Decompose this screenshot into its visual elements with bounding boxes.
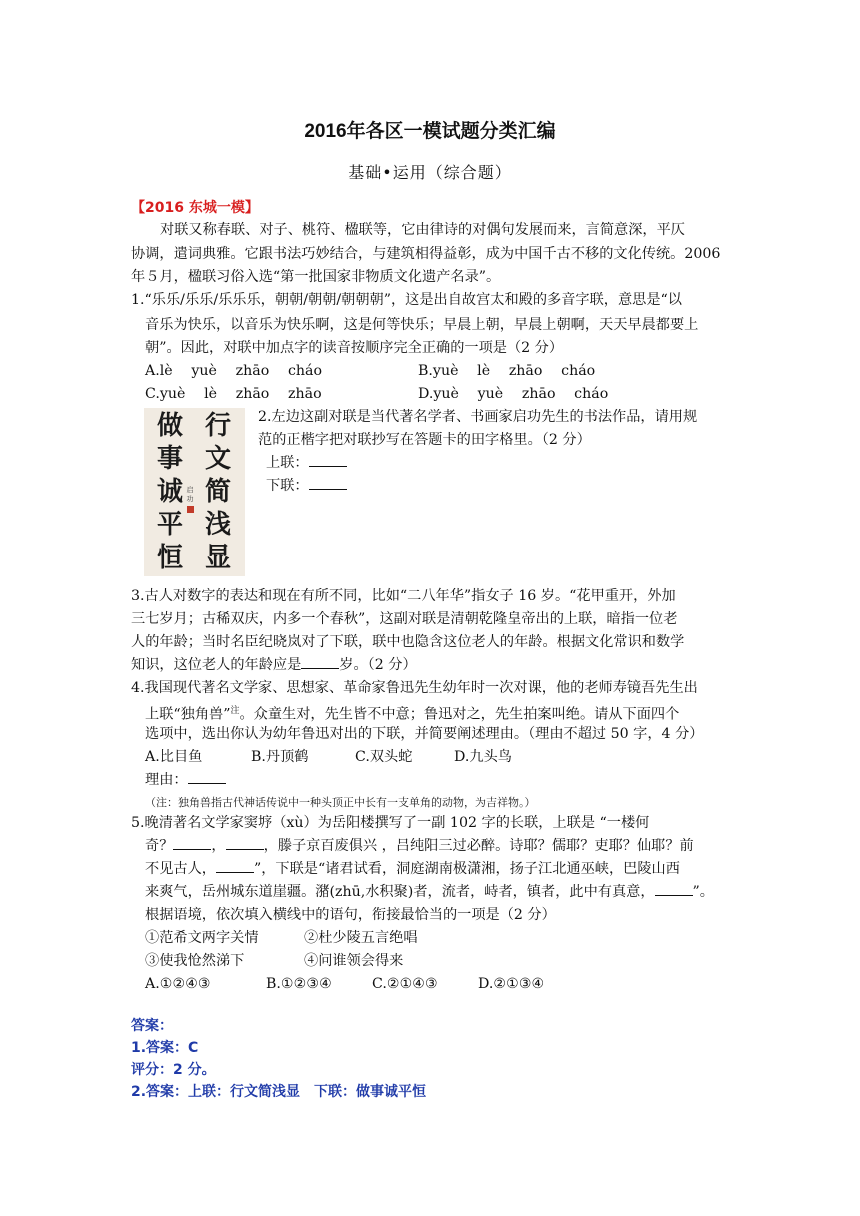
q5-item-4: ④问谁领会得来: [304, 953, 404, 969]
q5-blank-1[interactable]: [173, 835, 211, 850]
q5-line-4: [145, 881, 714, 904]
q5-option-d: D.②①③④: [478, 976, 545, 992]
q3-text-after: 岁。（2 分）: [339, 657, 417, 673]
intro-line-3: 年５月，楹联习俗入选“第一批国家非物质文化遗产名录”。: [131, 269, 501, 285]
q2-lower-label: 下联：: [266, 478, 309, 494]
q5-line-2-c: ，滕子京百废俱兴 ，吕纯阳三过必醉。诗耶？儒耶？吏耶？仙耶？前: [263, 838, 694, 854]
q4-line-2-before: 上联“独角兽”: [145, 706, 231, 723]
q5-item-1: ①范希文两字关情: [145, 930, 259, 946]
q4-reason-row: [145, 769, 226, 792]
q2-upper-label: 上联：: [266, 455, 309, 471]
q1-line-2: 音乐为快乐，以音乐为快乐啊，这是何等快乐；早晨上朝，早晨上朝啊，天天早晨都要上: [145, 317, 699, 333]
q4-reason-blank[interactable]: [188, 769, 226, 784]
q5-blank-2[interactable]: [226, 835, 264, 850]
q4-footnote: （注：独角兽指古代神话传说中一种头顶正中长有一支单角的动物，为吉祥物。）: [145, 796, 536, 809]
q5-line-1: 5.晚清著名文学家窦垿（xù）为岳阳楼撰写了一副 102 字的长联，上联是 “一楼何: [131, 815, 650, 831]
q3-line-1: 3.古人对数字的表达和现在有所不同，比如“二八年华”指女子 16 岁。“花甲重开，外加: [131, 588, 676, 604]
document-subtitle: 基础•运用（综合题）: [348, 163, 512, 182]
q5-blank-3[interactable]: [216, 858, 254, 873]
calligraphy-left-column: 做事诚平恒: [156, 411, 183, 573]
q5-item-3: ③使我怆然涕下: [145, 953, 245, 969]
answer-2: 2.答案：上联：行文简浅显 下联：做事诚平恒: [131, 1084, 427, 1100]
q1-option-c: C.yuè lè zhāo zhāo: [145, 386, 322, 402]
q2-lower-row: [266, 475, 347, 498]
q3-age-blank[interactable]: [301, 654, 339, 669]
calligraphy-seal: [186, 486, 194, 536]
q5-option-a: A.①②④③: [145, 976, 211, 992]
q5-item-2: ②杜少陵五言绝唱: [304, 930, 418, 946]
intro-line-2: 协调，遣词典雅。它跟书法巧妙结合，与建筑相得益彰，成为中国千古不移的文化传统。2006: [131, 246, 721, 262]
calligraphy-image: [144, 408, 245, 576]
q5-option-c: C.②①④③: [372, 976, 438, 992]
q1-option-b: B.yuè lè zhāo cháo: [418, 363, 596, 379]
answers-heading: 答案：: [131, 1018, 173, 1034]
q5-line-2: [145, 835, 694, 858]
answer-1: 1.答案：C: [131, 1040, 199, 1056]
q3-line-2: 三七岁月；古稀双庆，内多一个春秋”，这副对联是清朝乾隆皇帝出的上联，暗指一位老: [131, 611, 678, 627]
q3-line-4: [131, 654, 417, 677]
q4-option-b: B.丹顶鹤: [251, 749, 309, 765]
q2-lower-blank[interactable]: [309, 475, 347, 490]
q4-option-a: A.比目鱼: [145, 749, 203, 765]
seal-text: 启功: [186, 486, 194, 503]
intro-line-1: 对联又称春联、对子、桃符、楹联等，它由律诗的对偶句发展而来，言简意深，平仄: [160, 222, 685, 238]
q5-option-b: B.①②③④: [266, 976, 332, 992]
q5-line-3-a: 不见古人，: [145, 861, 216, 877]
q5-line-4-a: 来爽气，岳州城东道崖疆。潴(zhū,水积聚)者，流者，峙者，镇者，此中有真意，: [145, 884, 655, 900]
q5-line-2-a: 奇？: [145, 838, 174, 854]
q4-line-2-after: 。众童生对，先生皆不中意；鲁迅对之，先生拍案叫绝。请从下面四个: [239, 706, 680, 723]
q5-line-3: [145, 858, 680, 881]
q5-blank-4[interactable]: [655, 881, 693, 896]
q4-line-3: 选项中，选出你认为幼年鲁迅对出的下联，并简要阐述理由。（理由不超过 50 字，4 分）: [145, 726, 704, 742]
q1-line-1: 1.“乐乐/乐乐/乐乐乐，朝朝/朝朝/朝朝朝”，这是出自故宫太和殿的多音字联，意思是“以: [131, 292, 682, 308]
q4-line-1: 4.我国现代著名文学家、思想家、革命家鲁迅先生幼年时一次对课，他的老师寿镜吾先生出: [131, 680, 698, 696]
q3-text-before: 知识，这位老人的年龄应是: [131, 657, 302, 673]
section-tag: 【2016 东城一模】: [131, 200, 259, 216]
q5-line-3-b: ”，下联是“诸君试看，洞庭湖南极潇湘，扬子江北通巫峡，巴陵山西: [253, 861, 680, 877]
q2-line-1: 2.左边这副对联是当代著名学者、书画家启功先生的书法作品，请用规: [258, 409, 698, 425]
q1-line-3: 朝”。因此，对联中加点字的读音按顺序完全正确的一项是（2 分）: [145, 340, 564, 356]
q5-line-5: 根据语境，依次填入横线中的语句，衔接最恰当的一项是（2 分）: [145, 907, 556, 923]
q5-line-2-b: ，: [211, 838, 226, 854]
q2-upper-row: [266, 452, 347, 475]
seal-stamp-icon: [187, 506, 194, 513]
q4-reason-label: 理由：: [145, 772, 188, 788]
q4-option-d: D.九头鸟: [454, 749, 512, 765]
q4-note-mark: 注: [230, 706, 240, 716]
calligraphy-right-column: 行文简浅显: [204, 411, 231, 573]
q1-option-a: A.lè yuè zhāo cháo: [145, 363, 323, 379]
q4-option-c: C.双头蛇: [355, 749, 413, 765]
answer-score: 评分：2 分。: [131, 1062, 216, 1078]
q2-upper-blank[interactable]: [309, 452, 347, 467]
q2-line-2: 范的正楷字把对联抄写在答题卡的田字格里。（2 分）: [258, 432, 591, 448]
document-title: 2016年各区一模试题分类汇编: [304, 121, 556, 142]
q1-option-d: D.yuè yuè zhāo cháo: [418, 386, 609, 402]
q3-line-3: 人的年龄；当时名臣纪晓岚对了下联，联中也隐含这位老人的年龄。根据文化常识和数学: [131, 634, 685, 650]
q5-line-4-b: ”。: [692, 884, 714, 900]
